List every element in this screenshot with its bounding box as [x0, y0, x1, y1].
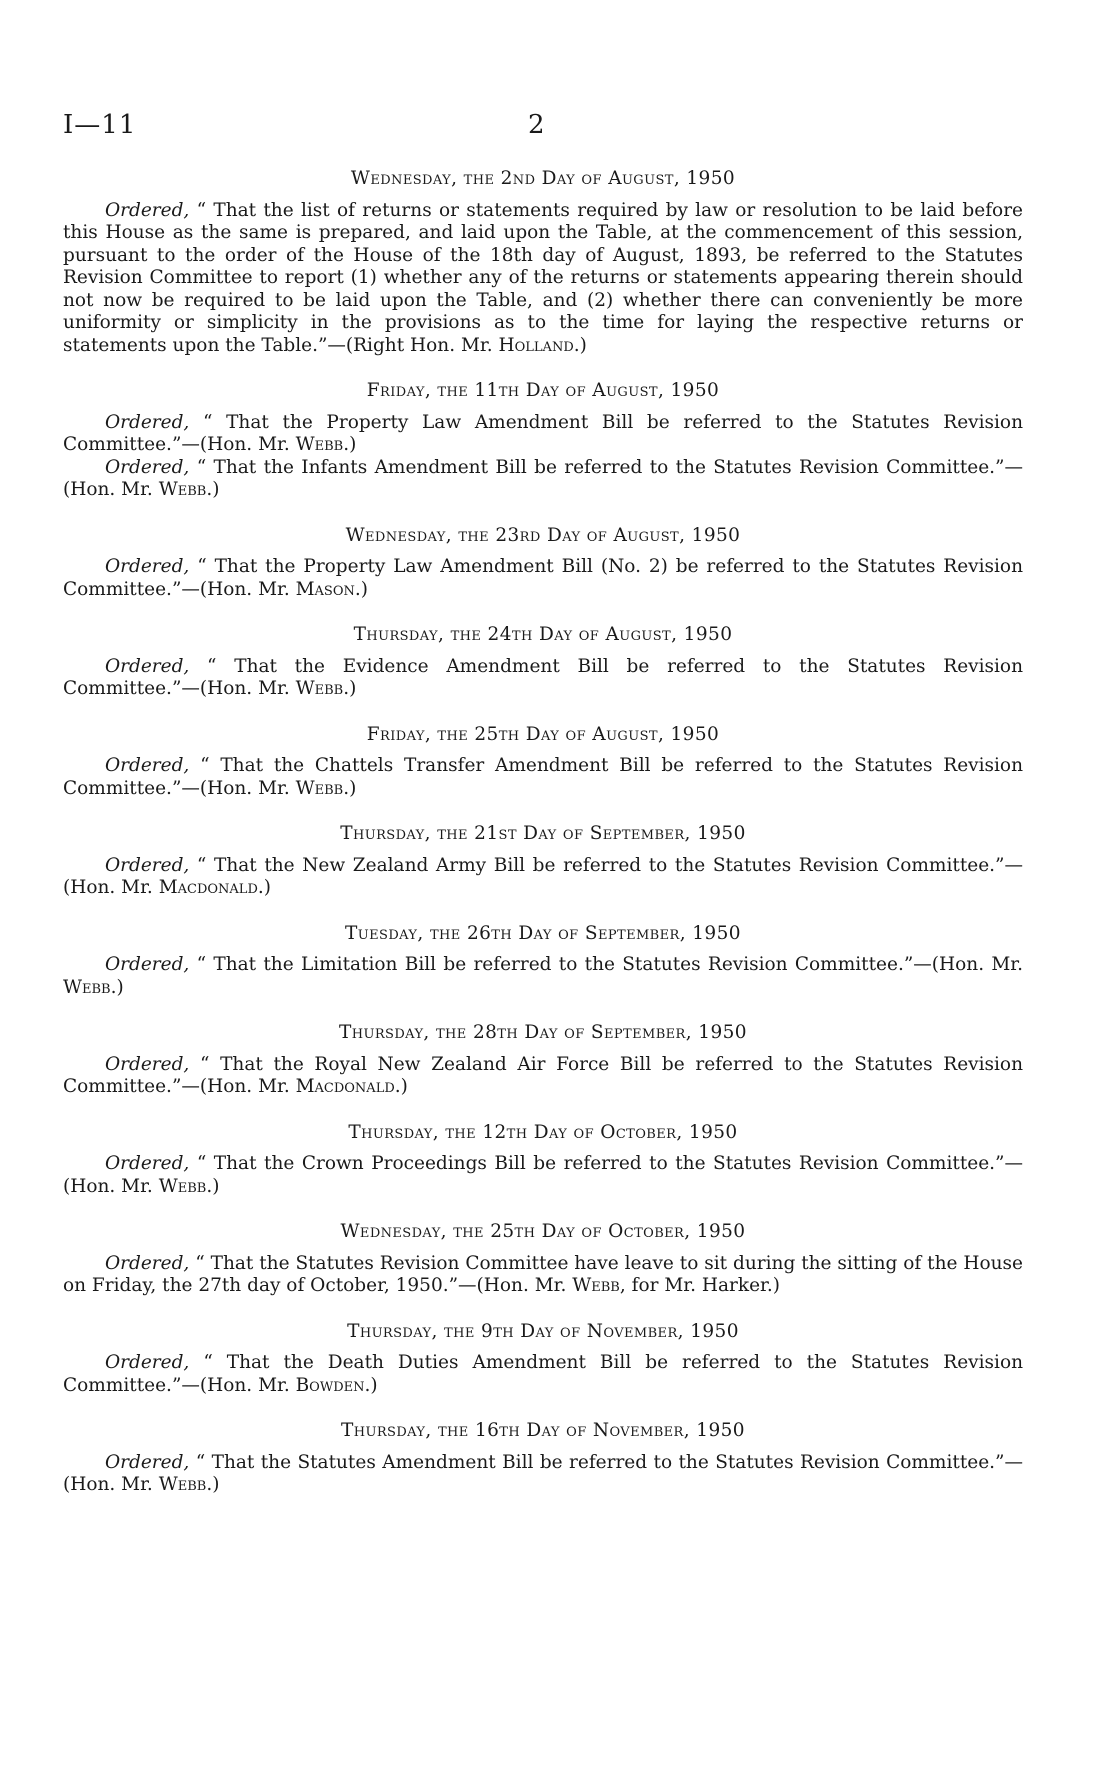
order-paragraph [63, 1452, 1023, 1497]
member-name: Mason [295, 578, 355, 600]
order-entry [63, 525, 1023, 602]
order-entry [63, 923, 1023, 1000]
order-paragraph [63, 1253, 1023, 1298]
order-text: “ That the list of returns or statements required by law or resolution to be laid before this House as the same is prepared, and laid upon the Table, at the commencement of this session, pursuant to the order of the House of the 18th day of August, 1893, be referred to the Statutes Revision Committee to report (1) whether any of the returns or statements appearing therein should not now be required to be laid upon the Table, and (2) whether there can conveniently be more uniformity or simplicity in the provisions as to the time for laying the respective returns or statements upon the Table.”—(Right Hon. Mr. [63, 199, 1023, 356]
order-text: “ That the Crown Proceedings Bill be referred to the Statutes Revision Committee.”—(Hon. Mr. [63, 1153, 1023, 1197]
order-text: “ That the Limitation Bill be referred to the Statutes Revision Committee.”—(Hon. Mr. [189, 954, 1023, 975]
order-paragraph [63, 1352, 1023, 1397]
order-entry [63, 168, 1023, 357]
member-name: Macdonald [295, 1076, 395, 1097]
sitting-date-heading: Wednesday, the 2nd Day of August, 1950 [350, 168, 736, 189]
closing-text: .) [343, 777, 357, 799]
order-paragraph [63, 656, 1023, 701]
sitting-date-heading: Thursday, the 21st Day of September, 1950 [340, 823, 746, 844]
order-entry [63, 1221, 1023, 1298]
member-name: Webb [295, 777, 344, 799]
closing-text: .) [206, 1474, 220, 1495]
order-entry [63, 1420, 1023, 1497]
sitting-date-heading: Thursday, the 28th Day of September, 1950 [339, 1022, 747, 1043]
order-paragraph [63, 556, 1023, 601]
sitting-date-heading: Thursday, the 24th Day of August, 1950 [353, 624, 733, 645]
order-paragraph [63, 954, 1023, 999]
order-entry [63, 624, 1023, 701]
ordered-label: Ordered, [105, 1252, 190, 1274]
ordered-label: Ordered, [105, 456, 190, 478]
order-entries [63, 168, 1023, 1520]
order-text: “ That the Property Law Amendment Bill be referred to the Statutes Revision Committee.”—(Hon. Mr. [63, 411, 1023, 455]
order-paragraph [63, 412, 1023, 457]
closing-text: .) [343, 678, 357, 699]
member-name: Webb [295, 678, 344, 699]
sitting-date-heading: Thursday, the 12th Day of October, 1950 [348, 1121, 738, 1143]
sitting-date-heading: Thursday, the 16th Day of November, 1950 [341, 1420, 745, 1441]
page-number: 2 [528, 110, 545, 140]
member-name: Webb [63, 976, 111, 998]
order-entry [63, 724, 1023, 801]
ordered-label: Ordered, [105, 556, 190, 577]
order-text: “ That the Statutes Amendment Bill be referred to the Statutes Revision Committee.”—(Hon. Mr. [63, 1451, 1023, 1495]
order-text: “ That the Royal New Zealand Air Force Bill be referred to the Statutes Revision Committee.”—(Hon. Mr. [63, 1053, 1023, 1097]
order-paragraph [63, 457, 1023, 502]
member-name: Holland [498, 334, 574, 356]
member-name: Webb [158, 1474, 207, 1495]
order-entry [63, 1321, 1023, 1398]
order-paragraph [63, 755, 1023, 800]
member-name: Bowden [295, 1374, 365, 1396]
ordered-label: Ordered, [105, 1352, 190, 1373]
member-name: Webb [158, 479, 207, 500]
member-name: Macdonald [158, 877, 258, 898]
order-entry [63, 823, 1023, 900]
member-name: Webb [158, 1175, 207, 1197]
order-text: “ That the Chattels Transfer Amendment Bill be referred to the Statutes Revision Committee.”—(Hon. Mr. [63, 755, 1023, 799]
ordered-label: Ordered, [105, 1053, 190, 1075]
ordered-label: Ordered, [105, 854, 190, 876]
ordered-label: Ordered, [105, 655, 190, 677]
ordered-label: Ordered, [105, 199, 190, 221]
closing-text: .) [573, 334, 587, 356]
member-name: Webb [572, 1275, 620, 1296]
ordered-label: Ordered, [105, 954, 190, 975]
sitting-date-heading: Thursday, the 9th Day of November, 1950 [347, 1320, 739, 1342]
ordered-label: Ordered, [105, 755, 190, 776]
order-paragraph [63, 1054, 1023, 1099]
order-text: “ That the Death Duties Amendment Bill be referred to the Statutes Revision Committee.”—(Hon. Mr. [63, 1352, 1023, 1396]
order-paragraph [63, 200, 1023, 358]
order-entry [63, 1022, 1023, 1099]
closing-text: , for Mr. Harker.) [619, 1275, 780, 1296]
order-text: “ That the Evidence Amendment Bill be referred to the Statutes Revision Committee.”—(Hon. Mr. [63, 655, 1023, 699]
sitting-date-heading: Friday, the 25th Day of August, 1950 [366, 723, 720, 745]
closing-text: .) [394, 1076, 408, 1097]
closing-text: .) [206, 1175, 220, 1197]
closing-text: .) [364, 1374, 378, 1396]
order-paragraph [63, 855, 1023, 900]
ordered-label: Ordered, [105, 1153, 190, 1174]
closing-text: .) [343, 434, 357, 455]
paper-reference: I—11 [63, 110, 137, 140]
closing-text: .) [354, 578, 368, 600]
closing-text: .) [206, 479, 220, 500]
ordered-label: Ordered, [105, 1451, 190, 1473]
closing-text: .) [110, 976, 124, 998]
order-entry [63, 1122, 1023, 1199]
sitting-date-heading: Wednesday, the 25th Day of October, 1950 [340, 1221, 746, 1242]
sitting-date-heading: Wednesday, the 23rd Day of August, 1950 [345, 524, 741, 546]
order-text: “ That the Property Law Amendment Bill (No. 2) be referred to the Statutes Revision Committee.”—(Hon. Mr. [63, 556, 1023, 600]
closing-text: .) [257, 877, 271, 898]
order-paragraph [63, 1153, 1023, 1198]
ordered-label: Ordered, [105, 411, 190, 433]
sitting-date-heading: Friday, the 11th Day of August, 1950 [366, 380, 720, 401]
order-text: “ That the New Zealand Army Bill be referred to the Statutes Revision Committee.”—(Hon. Mr. [63, 854, 1023, 898]
member-name: Webb [295, 434, 344, 455]
order-text: “ That the Infants Amendment Bill be referred to the Statutes Revision Committee.”—(Hon. Mr. [63, 456, 1023, 500]
order-entry [63, 380, 1023, 502]
sitting-date-heading: Tuesday, the 26th Day of September, 1950 [345, 922, 741, 944]
order-text: “ That the Statutes Revision Committee have leave to sit during the sitting of the House on Friday, the 27th day of October, 1950.”—(Hon. Mr. [63, 1252, 1023, 1296]
